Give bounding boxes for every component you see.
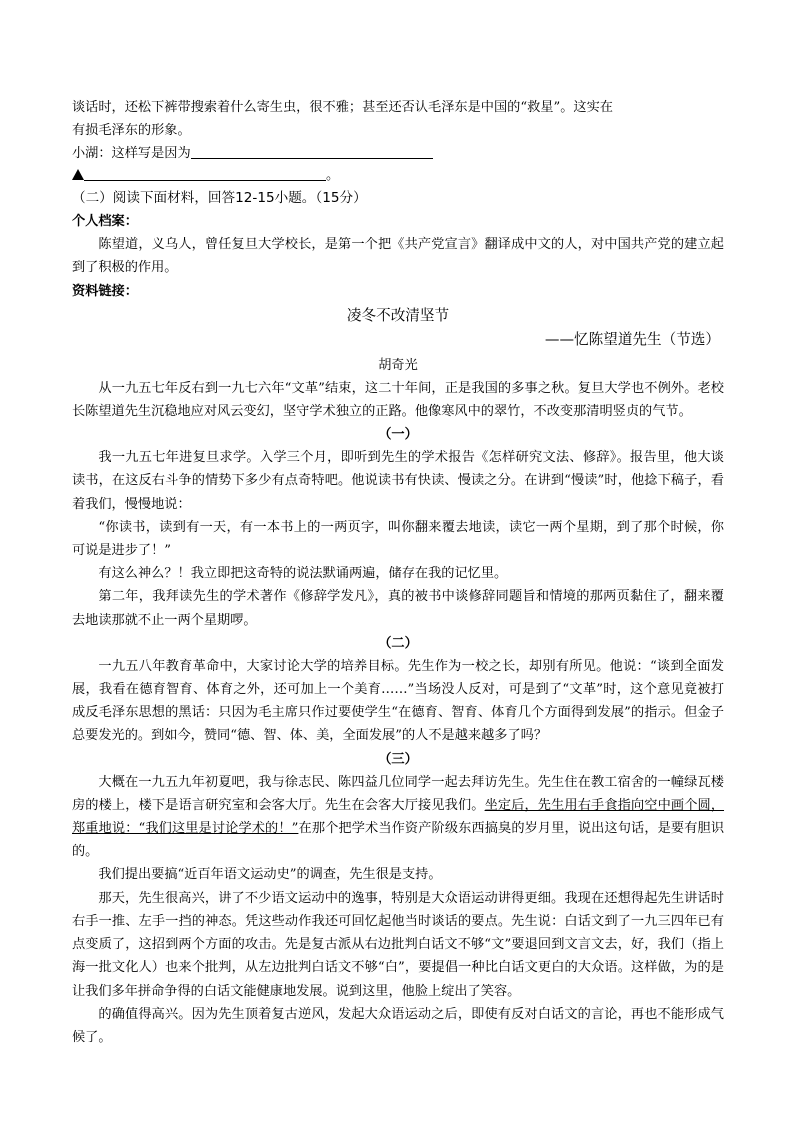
hu-answer-line [72,142,724,165]
triangle-marker-icon [72,169,84,180]
answer-blank-1[interactable] [191,144,433,159]
document-page [72,96,724,1049]
intro-line-2: 有损毛泽东的形象。 [72,123,191,139]
hu-prompt: 小湖：这样写是因为 [72,146,191,162]
paragraph-9: 的确值得高兴。因为先生顶着复古逆风，发起大众语运动之后，即使有反对白话文的言论，再也不能形成气候了。 [72,1006,724,1045]
answer-blank-2[interactable] [84,166,326,181]
section-3-heading: （三） [378,751,418,767]
article-title: 凌冬不改清坚节 [346,306,450,324]
answer-end-punct: 。 [326,167,340,183]
section-2-heading: （二） [378,635,418,651]
section-1-heading: （一） [378,427,418,443]
paragraph-2: “你读书，读到有一天，有一本书上的一两页字，叫你翻来覆去地读，读它一两个星期，到了那个时候，你可说是进步了！” [72,519,724,559]
paragraph-0: 从一九五七年反右到一九七六年“文革”结束，这二十年间，正是我国的多事之秋。复旦大学也不例外。老校长陈望道先生沉稳地应对风云变幻，坚守学术独立的正路。他像寒风中的翠竹，不改变那清明竖贞的气节。 [72,380,724,420]
paragraph-3: 有这么神么？！我立即把这奇特的说法默诵两遍，储存在我的记忆里。 [98,566,508,582]
paragraph-5: 一九五八年教育革命中，大家讨论大学的培养目标。先生作为一校之长，却别有所见。他说：“谈到全面发展，我看在德育智育、体育之外，还可加上一个美育……”当场没人反对，可是到了“文革”时，这个意见竟被打成反毛泽东思想的黑话：只因为毛主席只作过要使学生“在德育、智育、体育几个方面得到发展”的指示。但金子总要发光的。到如今，赞同“德、智、体、美，全面发展”的人不是越来越多了吗？ [72,658,724,744]
profile-label: 个人档案： [72,214,138,230]
paragraph-1: 我一九五七年进复旦求学。入学三个月，即听到先生的学术报告《怎样研究文法、修辞》。报告里，他大谈读书，在这反右斗争的情势下多少有点奇特吧。他说读书有快读、慢读之分。在讲到“慢读”时，他捻下稿子，看着我们，慢慢地说： [72,450,724,512]
article-author: 胡奇光 [378,357,418,373]
paragraph-7: 我们提出要搞“近百年语文运动史”的调查，先生很是支持。 [98,867,442,883]
profile-text: 陈望道，义乌人，曾任复旦大学校长，是第一个把《共产党宣言》翻译成中文的人，对中国共产党的建立起到了积极的作用。 [72,237,724,276]
paragraph-6-start: 大概在一九五九年初夏吧，我与徐志民、陈四益几位同学一起去拜访先生。先生住在教工宿舍的一幢绿瓦楼房的楼上，楼下是语言研究室和会客大厅。先生在会客大厅接见我们。 [72,774,724,813]
link-label: 资料链接： [72,283,138,299]
section-heading: （二）阅读下面材料，回答12-15小题。（15分） [72,189,367,206]
paragraph-6 [72,771,724,864]
underlined-quote: 坐定后，先生用右手食指向空中画个圆，郑重地说：“我们这里是讨论学术的！” [72,797,725,837]
paragraph-6-end: 在那个把学术当作资产阶级东西搞臭的岁月里，说出这句话，是要有胆识的。 [72,821,725,860]
paragraph-8: 那天，先生很高兴，讲了不少语文运动中的逸事，特别是大众语运动讲得更细。我现在还想得起先生讲话时右手一推、左手一挡的神态。凭这些动作我还可回忆起他当时谈话的要点。先生说：白话文到了一九三四年已有点变质了，这招到两个方面的攻击。先是复古派从右边批判白话文不够“文”要退回到文言文去，好，我们（指上海一批文化人）也来个批判，从左边批判白话文不够“白”，要提倡一种比白话文更白的大众语。这样做，为的是让我们多年拼命争得的白话文能健康地发展。说到这里，他脸上绽出了笑容。 [72,890,724,999]
article-subtitle: ——忆陈望道先生（节选） [544,330,720,348]
answer-line-2 [72,164,724,187]
intro-line-1: 谈话时，还松下裤带搜索着什么寄生虫，很不雅；甚至还否认毛泽东是中国的“救星”。这实在 [72,100,613,115]
paragraph-4: 第二年，我拜读先生的学术著作《修辞学发凡》，真的被书中谈修辞同题旨和情境的那两页黏住了，翻来覆去地读那就不止一两个星期啰。 [72,589,724,628]
